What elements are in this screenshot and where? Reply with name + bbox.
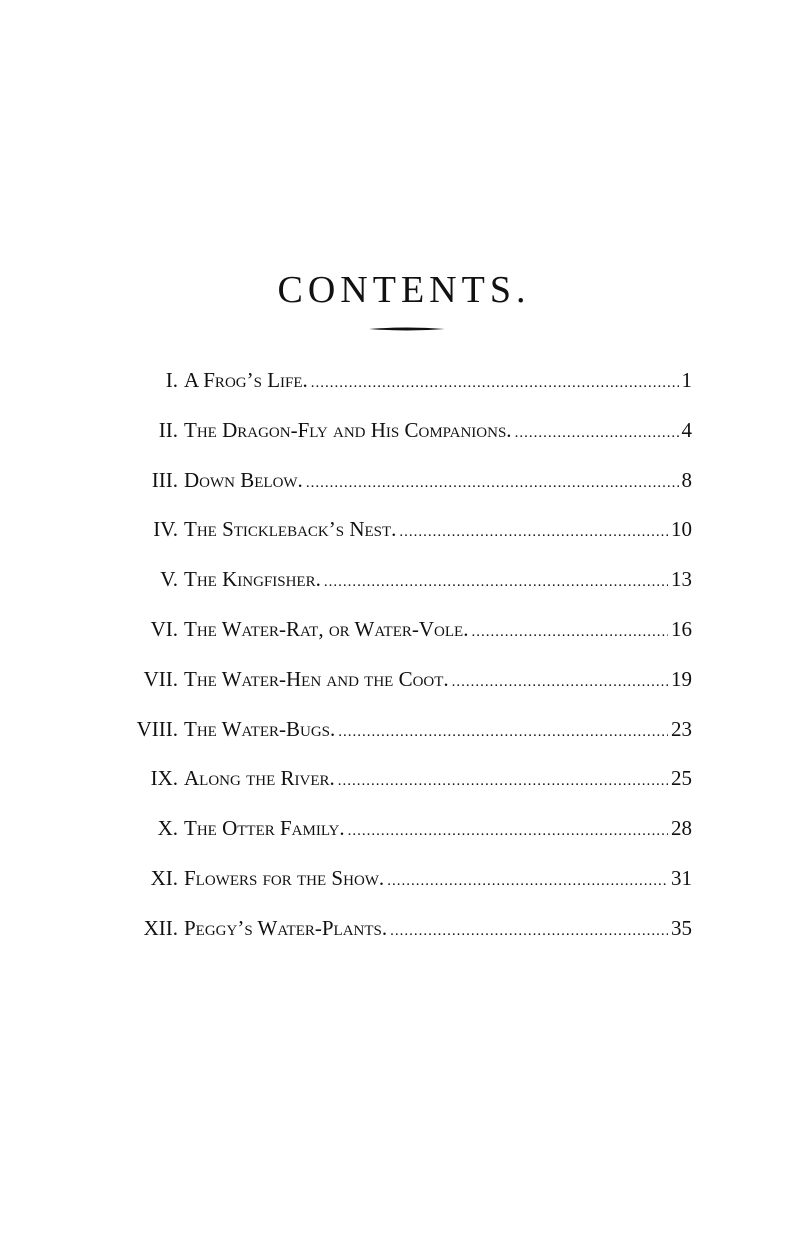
page-number: 23 <box>671 716 692 741</box>
dot-leader <box>471 612 668 652</box>
chapter-title: Along the River. <box>184 766 335 791</box>
page-number: 28 <box>671 816 692 841</box>
toc-entry <box>120 509 692 559</box>
toc-entry <box>120 410 692 460</box>
chapter-numeral: I. <box>165 368 178 392</box>
page-number: 19 <box>671 666 692 691</box>
page-number: 35 <box>671 915 692 940</box>
dot-leader <box>306 463 679 503</box>
page-number: 4 <box>681 417 692 442</box>
chapter-title: The Dragon-Fly and His Companions. <box>184 417 512 442</box>
dot-leader <box>399 512 668 552</box>
page-number: 13 <box>671 567 692 592</box>
dot-leader <box>311 363 679 403</box>
chapter-title: The Water-Rat, or Water-Vole. <box>184 616 469 641</box>
chapter-title: Flowers for the Show. <box>184 865 385 890</box>
toc-entry <box>120 908 692 958</box>
dot-leader <box>338 761 668 801</box>
dot-leader <box>452 662 668 702</box>
page-number: 16 <box>671 616 692 641</box>
dot-leader <box>348 811 668 851</box>
chapter-title: Peggy’s Water-Plants. <box>184 915 388 940</box>
chapter-title: The Stickleback’s Nest. <box>184 517 397 542</box>
toc-entry <box>120 858 692 908</box>
chapter-numeral: III. <box>151 467 178 492</box>
dot-leader <box>324 562 668 602</box>
page-title: CONTENTS. <box>277 269 531 311</box>
dot-leader <box>390 911 668 951</box>
toc-entry <box>120 460 692 510</box>
toc-entry <box>120 360 692 410</box>
dot-leader <box>515 413 679 453</box>
dot-leader <box>387 861 668 901</box>
chapter-title: The Kingfisher. <box>184 567 321 592</box>
page-number: 25 <box>671 766 692 791</box>
page-number: 31 <box>671 865 692 890</box>
chapter-numeral: VII. <box>143 666 178 691</box>
chapter-numeral: XII. <box>143 915 178 940</box>
chapter-title: Down Below. <box>184 467 303 492</box>
table-of-contents <box>120 360 692 958</box>
chapter-numeral: IV. <box>153 517 178 542</box>
ornamental-rule <box>369 326 445 332</box>
page-number: 1 <box>681 368 692 392</box>
chapter-title: The Water-Bugs. <box>184 716 336 741</box>
chapter-numeral: X. <box>157 816 178 841</box>
page-number: 8 <box>681 467 692 492</box>
toc-entry <box>120 609 692 659</box>
chapter-numeral: VIII. <box>136 716 178 741</box>
toc-entry <box>120 808 692 858</box>
toc-entry <box>120 758 692 808</box>
chapter-title: The Otter Family. <box>184 816 345 841</box>
chapter-numeral: XI. <box>150 865 178 890</box>
chapter-title: The Water-Hen and the Coot. <box>184 666 449 691</box>
chapter-numeral: VI. <box>150 616 178 641</box>
chapter-title: A Frog’s Life. <box>184 368 308 392</box>
dot-leader <box>338 712 668 752</box>
page-number: 10 <box>671 517 692 542</box>
toc-entry <box>120 659 692 709</box>
toc-entry <box>120 709 692 759</box>
chapter-numeral: II. <box>158 417 178 442</box>
chapter-numeral: IX. <box>150 766 178 791</box>
chapter-numeral: V. <box>160 567 178 592</box>
toc-entry <box>120 559 692 609</box>
